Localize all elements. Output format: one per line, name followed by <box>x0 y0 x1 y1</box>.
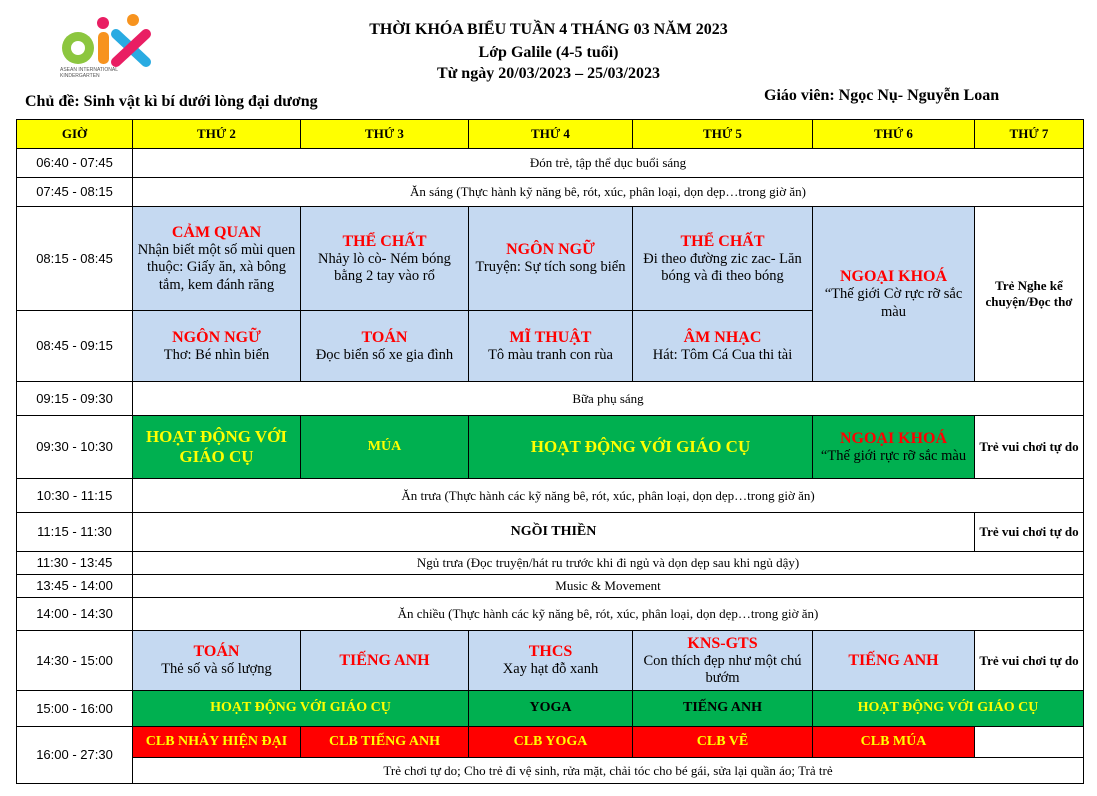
activity-cell: Ăn chiều (Thực hành các kỹ năng bê, rót, xúc, phân loại, dọn dẹp…trong giờ ăn) <box>133 598 1084 631</box>
subject-desc: Đi theo đường zic zac- Lăn bóng và đi theo bóng <box>643 250 802 285</box>
activity-cell: HOẠT ĐỘNG VỚI GIÁO CỤ <box>469 416 813 479</box>
header-row <box>17 120 1084 149</box>
activity-cell: Music & Movement <box>133 575 1084 598</box>
activity-cell: HOẠT ĐỘNG VỚI GIÁO CỤ <box>133 416 301 479</box>
activity-cell <box>469 631 633 691</box>
subject-title: THỂ CHẤT <box>342 232 427 250</box>
activity-cell <box>301 207 469 311</box>
activity-cell: CLB NHẢY HIỆN ĐẠI <box>133 727 301 758</box>
activity-cell <box>301 311 469 382</box>
subject-desc: “Thế giới rực rỡ sắc màu <box>820 447 967 464</box>
table-row <box>17 575 1084 598</box>
subject-title: NGÔN NGỮ <box>506 241 595 259</box>
activity-cell: MÚA <box>301 416 469 479</box>
col-header: THỨ 7 <box>975 120 1084 149</box>
saturday-cell: Trẻ vui chơi tự do <box>975 416 1084 479</box>
subject-title: THCS <box>528 643 573 661</box>
activity-cell: Ngủ trưa (Đọc truyện/hát ru trước khi đi ngủ và dọn dẹp sau khi ngủ dậy) <box>133 552 1084 575</box>
subject-desc: Hát: Tôm Cá Cua thi tài <box>652 346 793 363</box>
activity-cell: Ăn trưa (Thực hành các kỹ năng bê, rót, xúc, phân loại, dọn dẹp…trong giờ ăn) <box>133 479 1084 513</box>
activity-cell: CLB MÚA <box>813 727 975 758</box>
activity-cell: Bữa phụ sáng <box>133 382 1084 416</box>
activity-cell: CLB TIẾNG ANH <box>301 727 469 758</box>
time-cell: 10:30 - 11:15 <box>17 479 133 513</box>
subject-desc: Thẻ số và số lượng <box>161 661 272 678</box>
time-cell: 15:00 - 16:00 <box>17 691 133 727</box>
col-header: THỨ 5 <box>633 120 813 149</box>
table-row <box>17 691 1084 727</box>
time-cell: 08:45 - 09:15 <box>17 311 133 382</box>
activity-cell: HOẠT ĐỘNG VỚI GIÁO CỤ <box>813 691 1084 727</box>
subject-title: TIẾNG ANH <box>848 651 939 669</box>
subject-desc: Tô màu tranh con rùa <box>488 346 613 363</box>
time-cell: 09:15 - 09:30 <box>17 382 133 416</box>
col-header: THỨ 4 <box>469 120 633 149</box>
col-header: THỨ 6 <box>813 120 975 149</box>
saturday-cell: Trẻ vui chơi tự do <box>975 513 1084 552</box>
subject-title: MĨ THUẬT <box>509 328 592 346</box>
teacher-label: Giáo viên: Ngọc Nụ- Nguyễn Loan <box>764 87 1000 104</box>
subject-desc: Nhảy lò cò- Ném bóng bằng 2 tay vào rổ <box>318 250 451 285</box>
table-row <box>17 552 1084 575</box>
activity-cell: CLB YOGA <box>469 727 633 758</box>
activity-cell: CLB VẼ <box>633 727 813 758</box>
time-cell: 08:15 - 08:45 <box>17 207 133 311</box>
subject-title: NGOẠI KHOÁ <box>839 268 948 286</box>
col-header: GIỜ <box>17 120 133 149</box>
time-cell: 11:30 - 13:45 <box>17 552 133 575</box>
time-cell: 07:45 - 08:15 <box>17 178 133 207</box>
table-row <box>17 382 1084 416</box>
subject-desc: “Thế giới Cờ rực rỡ sắc màu <box>824 286 963 320</box>
time-cell: 14:30 - 15:00 <box>17 631 133 691</box>
activity-cell: Trẻ chơi tự do; Cho trẻ đi vệ sinh, rửa mặt, chải tóc cho bé gái, sửa lại quần áo; Trả trẻ <box>133 758 1084 784</box>
subject-desc: Đọc biển số xe gia đình <box>315 346 454 363</box>
subject-title: NGÔN NGỮ <box>172 328 261 346</box>
table-row <box>17 416 1084 479</box>
class-name: Lớp Galile (4-5 tuổi) <box>478 44 619 61</box>
activity-cell <box>633 311 813 382</box>
time-cell: 06:40 - 07:45 <box>17 149 133 178</box>
table-row <box>17 631 1084 691</box>
activity-cell: Đón trẻ, tập thể dục buổi sáng <box>133 149 1084 178</box>
subject-title: THỂ CHẤT <box>680 232 765 250</box>
table-row <box>17 513 1084 552</box>
table-row <box>17 178 1084 207</box>
subject-title: ÂM NHẠC <box>683 328 762 346</box>
time-cell: 16:00 - 27:30 <box>17 727 133 784</box>
subject-desc: Thơ: Bé nhìn biển <box>163 346 270 363</box>
timetable <box>16 119 1084 784</box>
activity-cell <box>133 207 301 311</box>
subject-title: TOÁN <box>193 643 240 661</box>
activity-cell <box>813 207 975 382</box>
subject-desc: Nhận biết một số mùi quen thuộc: Giấy ăn, xà bông tắm, kem đánh răng <box>137 242 296 293</box>
activity-cell: YOGA <box>469 691 633 727</box>
schedule-title: THỜI KHÓA BIỂU TUẦN 4 THÁNG 03 NĂM 2023 <box>369 21 728 38</box>
subject-desc: Truyện: Sự tích song biển <box>475 259 626 276</box>
subject-desc: Con thích đẹp như một chú bướm <box>643 652 802 687</box>
empty-cell <box>975 727 1084 758</box>
subject-title: CẢM QUAN <box>171 223 262 241</box>
time-cell: 13:45 - 14:00 <box>17 575 133 598</box>
table-row <box>17 149 1084 178</box>
activity-cell: TIẾNG ANH <box>633 691 813 727</box>
time-cell: 11:15 - 11:30 <box>17 513 133 552</box>
time-cell: 09:30 - 10:30 <box>17 416 133 479</box>
subject-title: TIẾNG ANH <box>339 651 430 669</box>
table-row <box>17 598 1084 631</box>
activity-cell <box>813 631 975 691</box>
subject-title: KNS-GTS <box>687 634 758 652</box>
time-cell: 14:00 - 14:30 <box>17 598 133 631</box>
activity-cell: Ăn sáng (Thực hành kỹ năng bê, rót, xúc, phân loại, dọn dẹp…trong giờ ăn) <box>133 178 1084 207</box>
subject-desc: Xay hạt đỗ xanh <box>502 661 599 678</box>
table-row <box>17 479 1084 513</box>
subject-title: TOÁN <box>361 328 408 346</box>
activity-cell <box>633 207 813 311</box>
activity-cell <box>133 631 301 691</box>
theme-label: Chủ đề: Sinh vật kì bí dưới lòng đại dương <box>25 93 318 110</box>
subject-title: NGOẠI KHOÁ <box>839 429 948 447</box>
activity-cell <box>469 207 633 311</box>
activity-cell <box>301 631 469 691</box>
activity-cell <box>133 311 301 382</box>
activity-cell: HOẠT ĐỘNG VỚI GIÁO CỤ <box>133 691 469 727</box>
date-range: Từ ngày 20/03/2023 – 25/03/2023 <box>437 65 660 82</box>
table-row <box>17 207 1084 311</box>
activity-cell <box>813 416 975 479</box>
col-header: THỨ 3 <box>301 120 469 149</box>
table-row <box>17 758 1084 784</box>
saturday-cell: Trẻ vui chơi tự do <box>975 631 1084 691</box>
table-row <box>17 727 1084 758</box>
logo-tagline: ASEAN INTERNATIONAL KINDERGARTEN <box>60 67 118 79</box>
saturday-cell: Trẻ Nghe kể chuyện/Đọc thơ <box>975 207 1084 382</box>
activity-cell <box>633 631 813 691</box>
activity-cell: NGỒI THIỀN <box>133 513 975 552</box>
activity-cell <box>469 311 633 382</box>
col-header: THỨ 2 <box>133 120 301 149</box>
